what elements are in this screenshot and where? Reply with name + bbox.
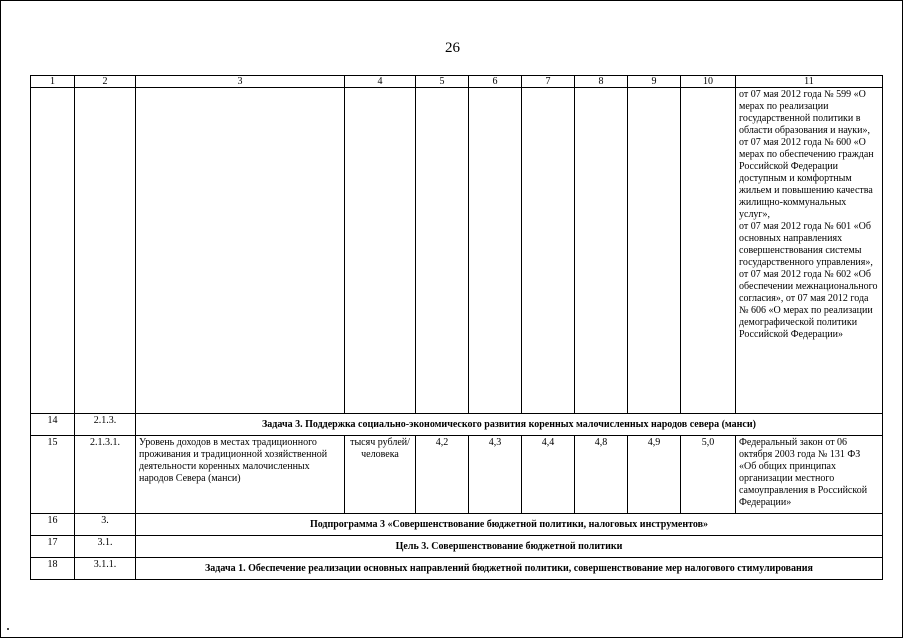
- legal-basis: Федеральный закон от 06 октября 2003 года № 131 ФЗ «Об общих принципах организации местного самоуправления в Российской Федерации»: [736, 436, 883, 514]
- table-row: [31, 558, 883, 580]
- header-col-3: 3: [136, 76, 345, 88]
- task-title: Задача 1. Обеспечение реализации основных направлений бюджетной политики, совершенствование мер налогового стимулирования: [136, 558, 883, 580]
- row-number: 16: [31, 514, 75, 536]
- header-col-11: 11: [736, 76, 883, 88]
- value-col-5: 4,2: [416, 436, 469, 514]
- value-col-8: 4,8: [575, 436, 628, 514]
- goal-title: Цель 3. Совершенствование бюджетной политики: [136, 536, 883, 558]
- header-col-6: 6: [469, 76, 522, 88]
- header-col-10: 10: [681, 76, 736, 88]
- row-number: 15: [31, 436, 75, 514]
- table-row: [31, 536, 883, 558]
- page-number: 26: [445, 40, 460, 56]
- row-code: 3.: [75, 514, 136, 536]
- value-col-6: 4,3: [469, 436, 522, 514]
- header-col-4: 4: [345, 76, 416, 88]
- value-col-7: 4,4: [522, 436, 575, 514]
- row-code: 2.1.3.: [75, 414, 136, 436]
- value-col-10: 5,0: [681, 436, 736, 514]
- scan-speck: [7, 628, 9, 630]
- header-col-1: 1: [31, 76, 75, 88]
- table-row: [31, 436, 883, 514]
- legal-basis-continuation: от 07 мая 2012 года № 599 «О мерах по реализации государственной политики в области образования и науки», от 07 мая 2012 года № 600 «О мерах по обеспечению граждан Российской Федерации доступным и комфортным жильем и повышению качества жилищно-коммунальных услуг», от 07 мая 2012 года № 601 «Об основных направлениях совершенствования системы государственного управления», от 07 мая 2012 года № 602 «Об обеспечении межнационального согласия», от 07 мая 2012 года № 606 «О мерах по реализации демографической политики Российской Федерации»: [736, 88, 883, 414]
- row-number: 14: [31, 414, 75, 436]
- indicator-name: Уровень доходов в местах традиционного проживания и традиционной хозяйственной деятельности коренных малочисленных народов Севера (манси): [136, 436, 345, 514]
- header-col-8: 8: [575, 76, 628, 88]
- table-row: [31, 88, 883, 414]
- document-table: [30, 75, 883, 580]
- indicator-unit: тысяч рублей/ человека: [345, 436, 416, 514]
- row-code: 3.1.: [75, 536, 136, 558]
- table-row: [31, 414, 883, 436]
- table-row: [31, 514, 883, 536]
- row-code: 2.1.3.1.: [75, 436, 136, 514]
- header-col-7: 7: [522, 76, 575, 88]
- value-col-9: 4,9: [628, 436, 681, 514]
- header-col-5: 5: [416, 76, 469, 88]
- task-title: Задача 3. Поддержка социально-экономического развития коренных малочисленных народов севера (манси): [136, 414, 883, 436]
- row-code: 3.1.1.: [75, 558, 136, 580]
- table-header-row: [31, 76, 883, 88]
- header-col-2: 2: [75, 76, 136, 88]
- row-number: 18: [31, 558, 75, 580]
- row-number: 17: [31, 536, 75, 558]
- header-col-9: 9: [628, 76, 681, 88]
- subprogram-title: Подпрограмма 3 «Совершенствование бюджетной политики, налоговых инструментов»: [136, 514, 883, 536]
